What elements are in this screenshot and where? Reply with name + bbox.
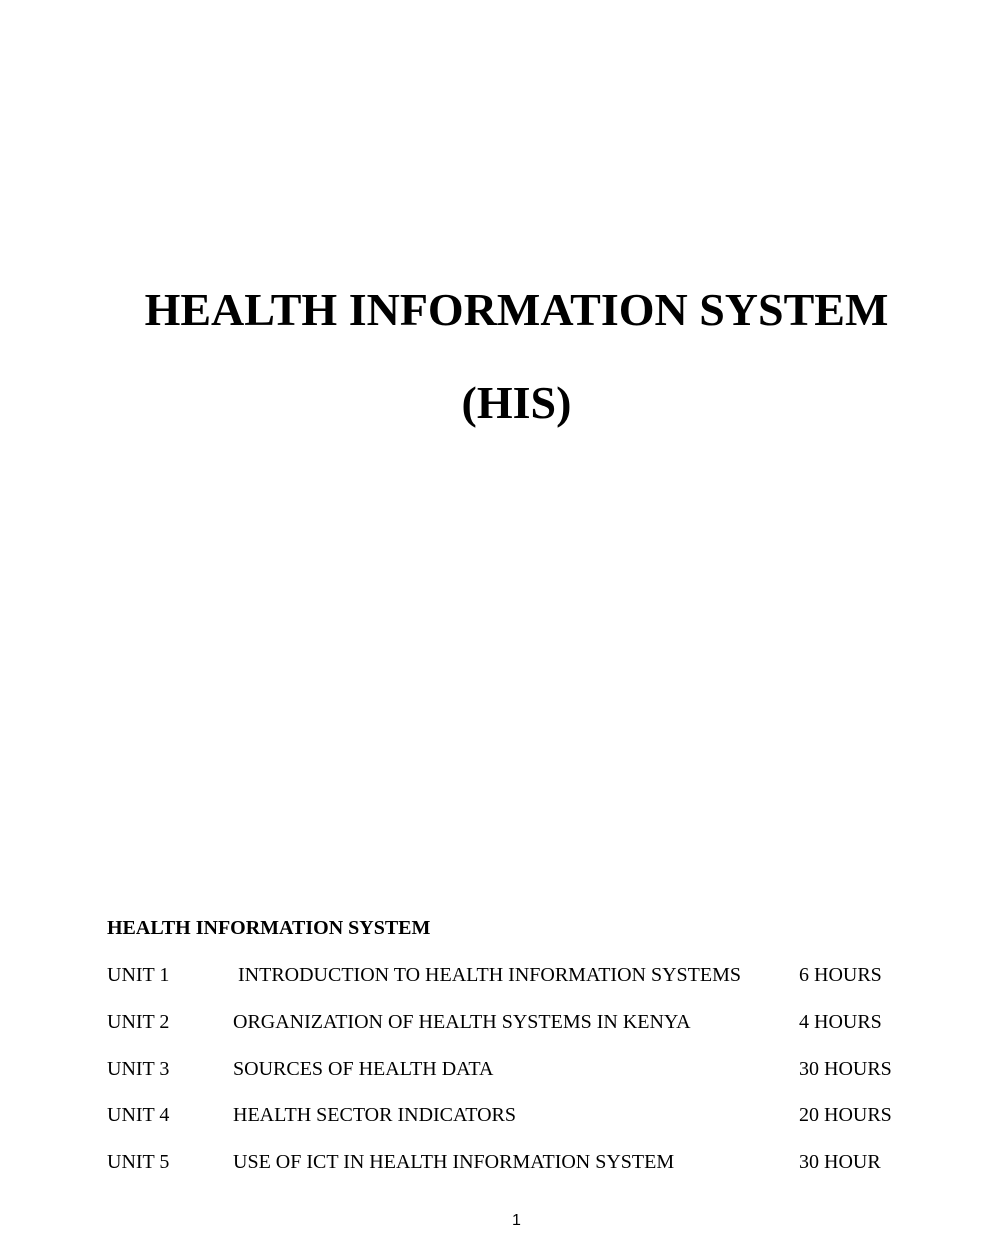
unit-code: UNIT 5 — [107, 1151, 170, 1174]
unit-code: UNIT 3 — [107, 1057, 170, 1080]
unit-hours: 30 HOURS — [799, 1057, 892, 1080]
section-heading: HEALTH INFORMATION SYSTEM — [107, 917, 431, 939]
unit-code: UNIT 1 — [107, 964, 170, 986]
unit-hours: 30 HOUR — [799, 1151, 881, 1174]
unit-title: ORGANIZATION OF HEALTH SYSTEMS IN KENYA — [233, 1010, 691, 1033]
unit-row — [107, 1056, 927, 1103]
unit-title: INTRODUCTION TO HEALTH INFORMATION SYSTEMS — [238, 964, 741, 986]
unit-row — [107, 1102, 927, 1149]
unit-row — [107, 962, 927, 1009]
unit-hours: 20 HOURS — [799, 1104, 892, 1127]
unit-code: UNIT 2 — [107, 1010, 170, 1033]
unit-code: UNIT 4 — [107, 1104, 170, 1127]
unit-title: HEALTH SECTOR INDICATORS — [233, 1104, 516, 1127]
unit-title: USE OF ICT IN HEALTH INFORMATION SYSTEM — [233, 1151, 675, 1174]
unit-row — [107, 1149, 927, 1196]
unit-hours: 4 HOURS — [799, 1010, 882, 1033]
page-number: 1 — [512, 1212, 521, 1229]
document-title: HEALTH INFORMATION SYSTEM — [144, 284, 889, 335]
unit-hours: 6 HOURS — [799, 964, 882, 986]
units-list — [107, 962, 927, 1196]
document-subtitle: (HIS) — [461, 377, 572, 428]
unit-row — [107, 1009, 927, 1056]
unit-title: SOURCES OF HEALTH DATA — [233, 1057, 494, 1080]
